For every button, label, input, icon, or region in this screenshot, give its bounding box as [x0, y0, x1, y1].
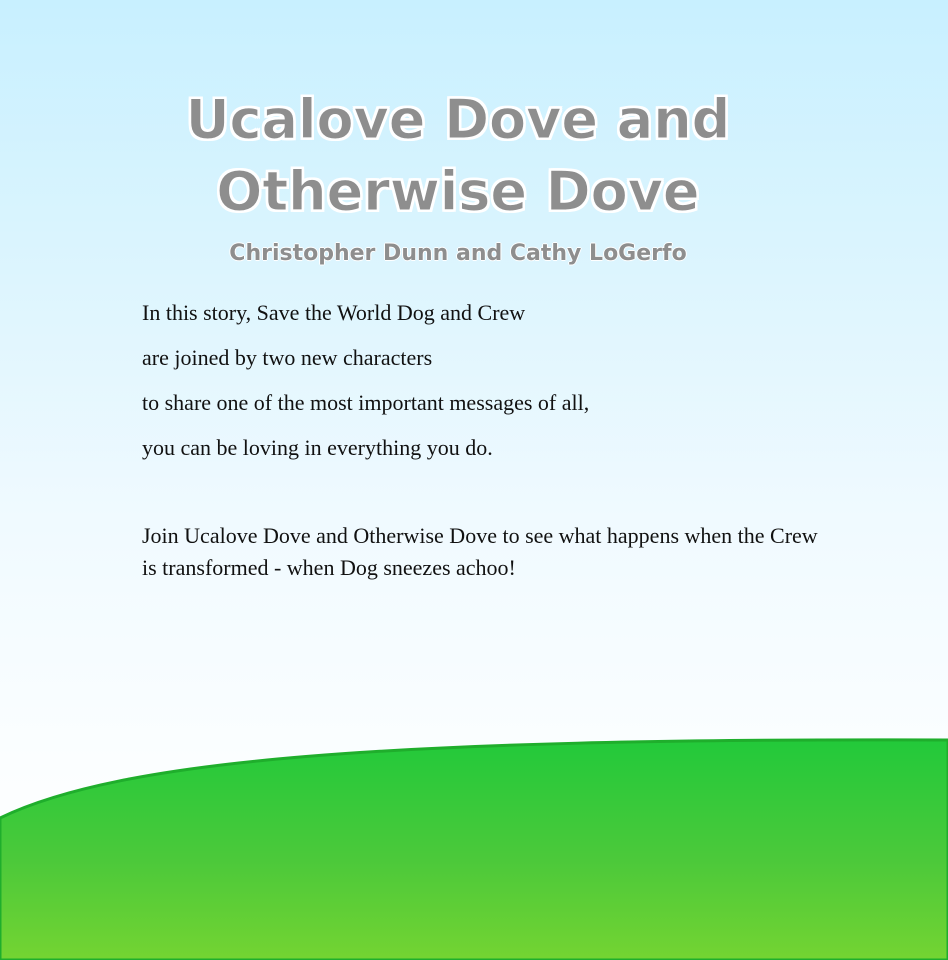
book-title-line-2: Otherwise Dove	[216, 160, 700, 223]
book-title-line-1: Ucalove Dove and	[185, 88, 731, 151]
story-description	[142, 296, 822, 476]
book-title	[0, 84, 916, 228]
description-line: to share one of the most important messages of all,	[142, 390, 590, 415]
description-line: In this story, Save the World Dog and Crew	[142, 300, 526, 325]
description-line: you can be loving in everything you do.	[142, 435, 493, 460]
join-paragraph: Join Ucalove Dove and Otherwise Dove to see what happens when the Crew is transformed - when Dog sneezes achoo!	[142, 523, 818, 580]
description-line: are joined by two new characters	[142, 345, 433, 370]
book-authors: Christopher Dunn and Cathy LoGerfo	[229, 241, 687, 266]
